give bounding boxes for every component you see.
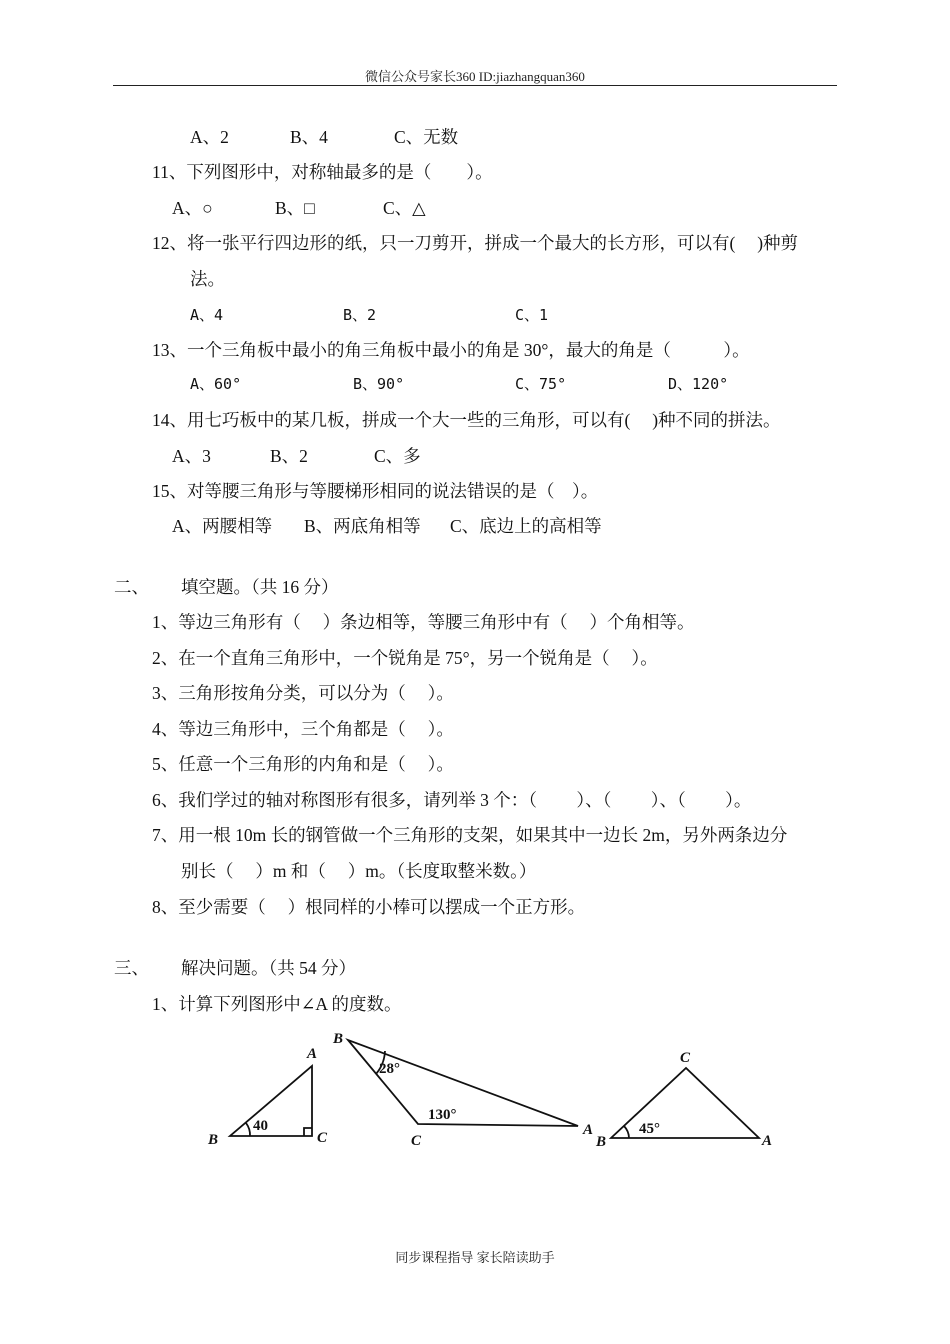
figure1-label-a: A <box>307 1046 318 1062</box>
section3-number: 三、 <box>114 958 149 978</box>
q12-option-c: C、1 <box>515 306 549 324</box>
figure2-angle-label-b: 28° <box>379 1061 400 1077</box>
q10-option-a: A、2 <box>190 127 229 147</box>
fill-item-7-line2: 别长（ ）m 和（ ）m。（长度取整米数。） <box>181 861 537 881</box>
q13-option-c: C、75° <box>515 375 567 393</box>
figure3-label-a: A <box>762 1133 773 1149</box>
page-footer: 同步课程指导 家长陪读助手 <box>395 1250 555 1265</box>
figure3-label-b: B <box>596 1134 607 1150</box>
q11-option-c: C、△ <box>383 198 426 218</box>
problem-1-stem: 1、计算下列图形中∠A 的度数。 <box>152 994 402 1014</box>
figure3-triangle <box>611 1068 759 1138</box>
q14-option-b: B、2 <box>270 446 308 466</box>
figure1-right-angle-mark <box>304 1128 312 1136</box>
q15-option-b: B、两底角相等 <box>304 516 421 536</box>
fill-item-6: 6、我们学过的轴对称图形有很多，请列举 3 个：（ ）、（ ）、（ ）。 <box>152 790 752 810</box>
q15-option-c: C、底边上的高相等 <box>450 516 602 536</box>
section3-title: 解决问题。（共 54 分） <box>181 958 356 978</box>
section2-number: 二、 <box>114 577 149 597</box>
fill-item-8: 8、至少需要（ ）根同样的小棒可以摆成一个正方形。 <box>152 897 586 917</box>
q15-stem: 15、对等腰三角形与等腰梯形相同的说法错误的是（ ）。 <box>152 481 599 501</box>
fill-item-1: 1、等边三角形有（ ）条边相等，等腰三角形中有（ ）个角相等。 <box>152 612 695 632</box>
figure3-label-c: C <box>680 1050 691 1066</box>
figure2-label-c: C <box>411 1133 422 1149</box>
fill-item-7-line1: 7、用一根 10m 长的钢管做一个三角形的支架，如果其中一边长 2m，另外两条边分 <box>152 825 788 845</box>
section2-title: 填空题。（共 16 分） <box>181 577 339 597</box>
q10-option-b: B、4 <box>290 127 328 147</box>
figure1-triangle <box>230 1066 312 1136</box>
fill-item-4: 4、等边三角形中，三个角都是（ ）。 <box>152 719 454 739</box>
q12-stem-line1: 12、将一张平行四边形的纸，只一刀剪开，拼成一个最大的长方形，可以有( )种剪 <box>152 233 799 253</box>
figure3-angle-arc <box>624 1126 629 1138</box>
q12-option-b: B、2 <box>343 306 377 324</box>
figure1-label-c: C <box>317 1130 328 1146</box>
page-header: 微信公众号家长360 ID:jiazhangquan360 <box>365 69 585 84</box>
q12-stem-line2: 法。 <box>190 269 225 289</box>
q12-option-a: A、4 <box>190 306 224 324</box>
figure3-angle-label: 45° <box>639 1121 660 1137</box>
figure2-label-a: A <box>583 1122 594 1138</box>
q14-stem: 14、用七巧板中的某几板，拼成一个大一些的三角形，可以有( )种不同的拼法。 <box>152 410 781 430</box>
q11-stem: 11、下列图形中，对称轴最多的是（ ）。 <box>152 162 493 182</box>
q13-option-b: B、90° <box>353 375 405 393</box>
fill-item-3: 3、三角形按角分类，可以分为（ ）。 <box>152 683 454 703</box>
fill-item-5: 5、任意一个三角形的内角和是（ ）。 <box>152 754 454 774</box>
q13-stem: 13、一个三角板中最小的角三角板中最小的角是 30°，最大的角是（ ）。 <box>152 340 750 360</box>
figure1-angle-arc <box>246 1123 250 1136</box>
q14-option-a: A、3 <box>172 446 211 466</box>
q14-option-c: C、多 <box>374 446 421 466</box>
figure2-label-b: B <box>333 1031 344 1047</box>
q11-option-a: A、○ <box>172 198 213 218</box>
q10-option-c: C、无数 <box>394 127 459 147</box>
figure2-angle-label-c: 130° <box>428 1107 457 1123</box>
q11-option-b: B、□ <box>275 198 315 218</box>
fill-item-2: 2、在一个直角三角形中，一个锐角是 75°，另一个锐角是（ ）。 <box>152 648 658 668</box>
q13-option-a: A、60° <box>190 375 242 393</box>
q15-option-a: A、两腰相等 <box>172 516 273 536</box>
figure1-angle-label: 40 <box>253 1118 268 1134</box>
figure1-label-b: B <box>208 1132 219 1148</box>
figure2-triangle <box>348 1040 578 1126</box>
q13-option-d: D、120° <box>668 375 729 393</box>
